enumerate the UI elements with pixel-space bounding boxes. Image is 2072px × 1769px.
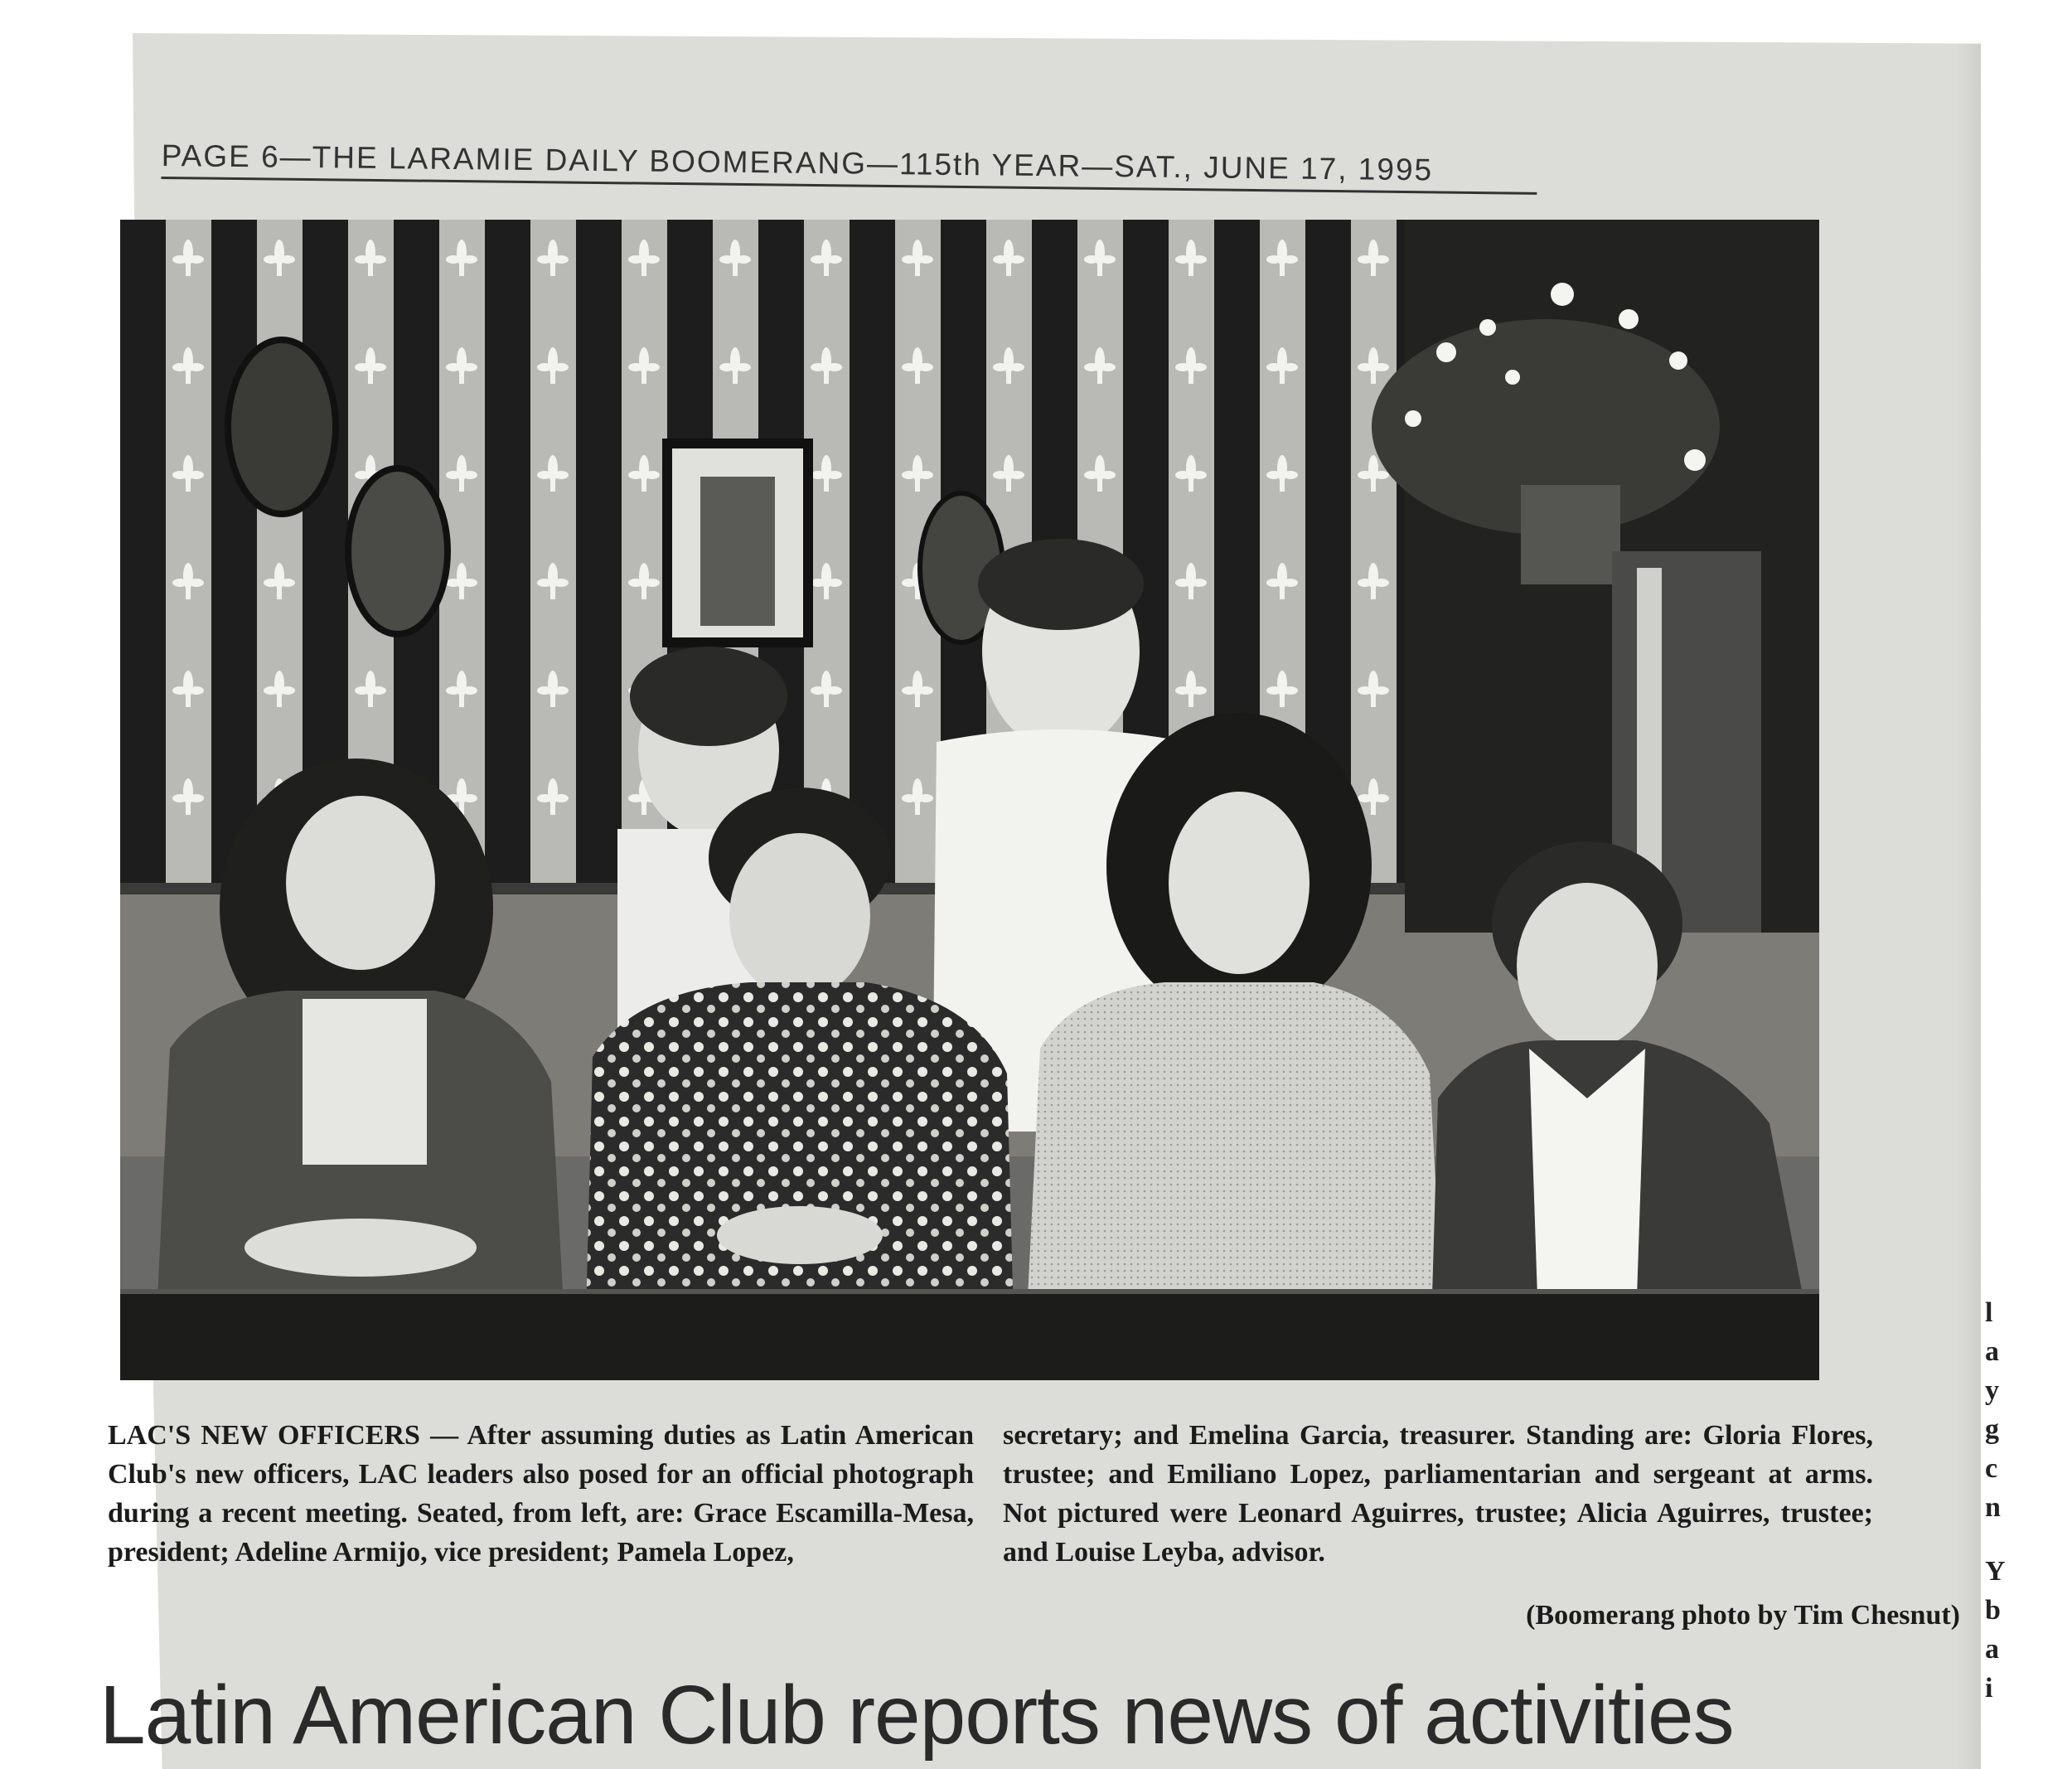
adjacent-line: a	[1985, 1634, 1999, 1665]
adjacent-line: a	[1985, 1336, 1999, 1367]
caption-text-right: secretary; and Emelina Garcia, treasurer. Standing are: Gloria Flores, trustee; and Emiliano Lopez, parliamentarian and sergeant at arms. Not pictured were Leonard Aguirres, trustee; Alicia Aguirres, trustee; and Louise Leyba, advisor.	[1003, 1420, 1873, 1568]
photo-illustration	[120, 220, 1819, 1380]
photo-caption-left	[108, 1416, 974, 1572]
adjacent-line: y	[1985, 1375, 1999, 1406]
adjacent-gap	[1985, 1527, 2018, 1552]
clipping-edge	[1956, 33, 1981, 1769]
adjacent-line: Y	[1985, 1556, 2006, 1587]
adjacent-line: i	[1985, 1673, 1993, 1704]
article-headline: Latin American Club reports news of activities	[99, 1669, 1734, 1762]
adjacent-line: c	[1985, 1453, 1998, 1484]
adjacent-line: n	[1985, 1492, 2001, 1523]
group-photograph	[120, 220, 1819, 1380]
page-folio: PAGE 6—THE LARAMIE DAILY BOOMERANG—115th YEAR—SAT., JUNE 17, 1995	[161, 138, 1537, 195]
caption-text-left: After assuming duties as Latin American Club's new officers, LAC leaders also posed for an official photograph during a recent meeting. Seated, from left, are: Grace Escamilla-Mesa, president; Adeline Armijo, vice president; Pamela Lopez,	[108, 1420, 974, 1568]
photo-caption-right	[1003, 1416, 1873, 1572]
adjacent-column-fragment	[1985, 1293, 2018, 1708]
adjacent-line: g	[1985, 1414, 1999, 1445]
photo-credit: (Boomerang photo by Tim Chesnut)	[1526, 1600, 1960, 1631]
adjacent-line: l	[1985, 1297, 1993, 1328]
adjacent-line: b	[1985, 1595, 2001, 1626]
caption-lead: LAC'S NEW OFFICERS —	[108, 1420, 459, 1451]
